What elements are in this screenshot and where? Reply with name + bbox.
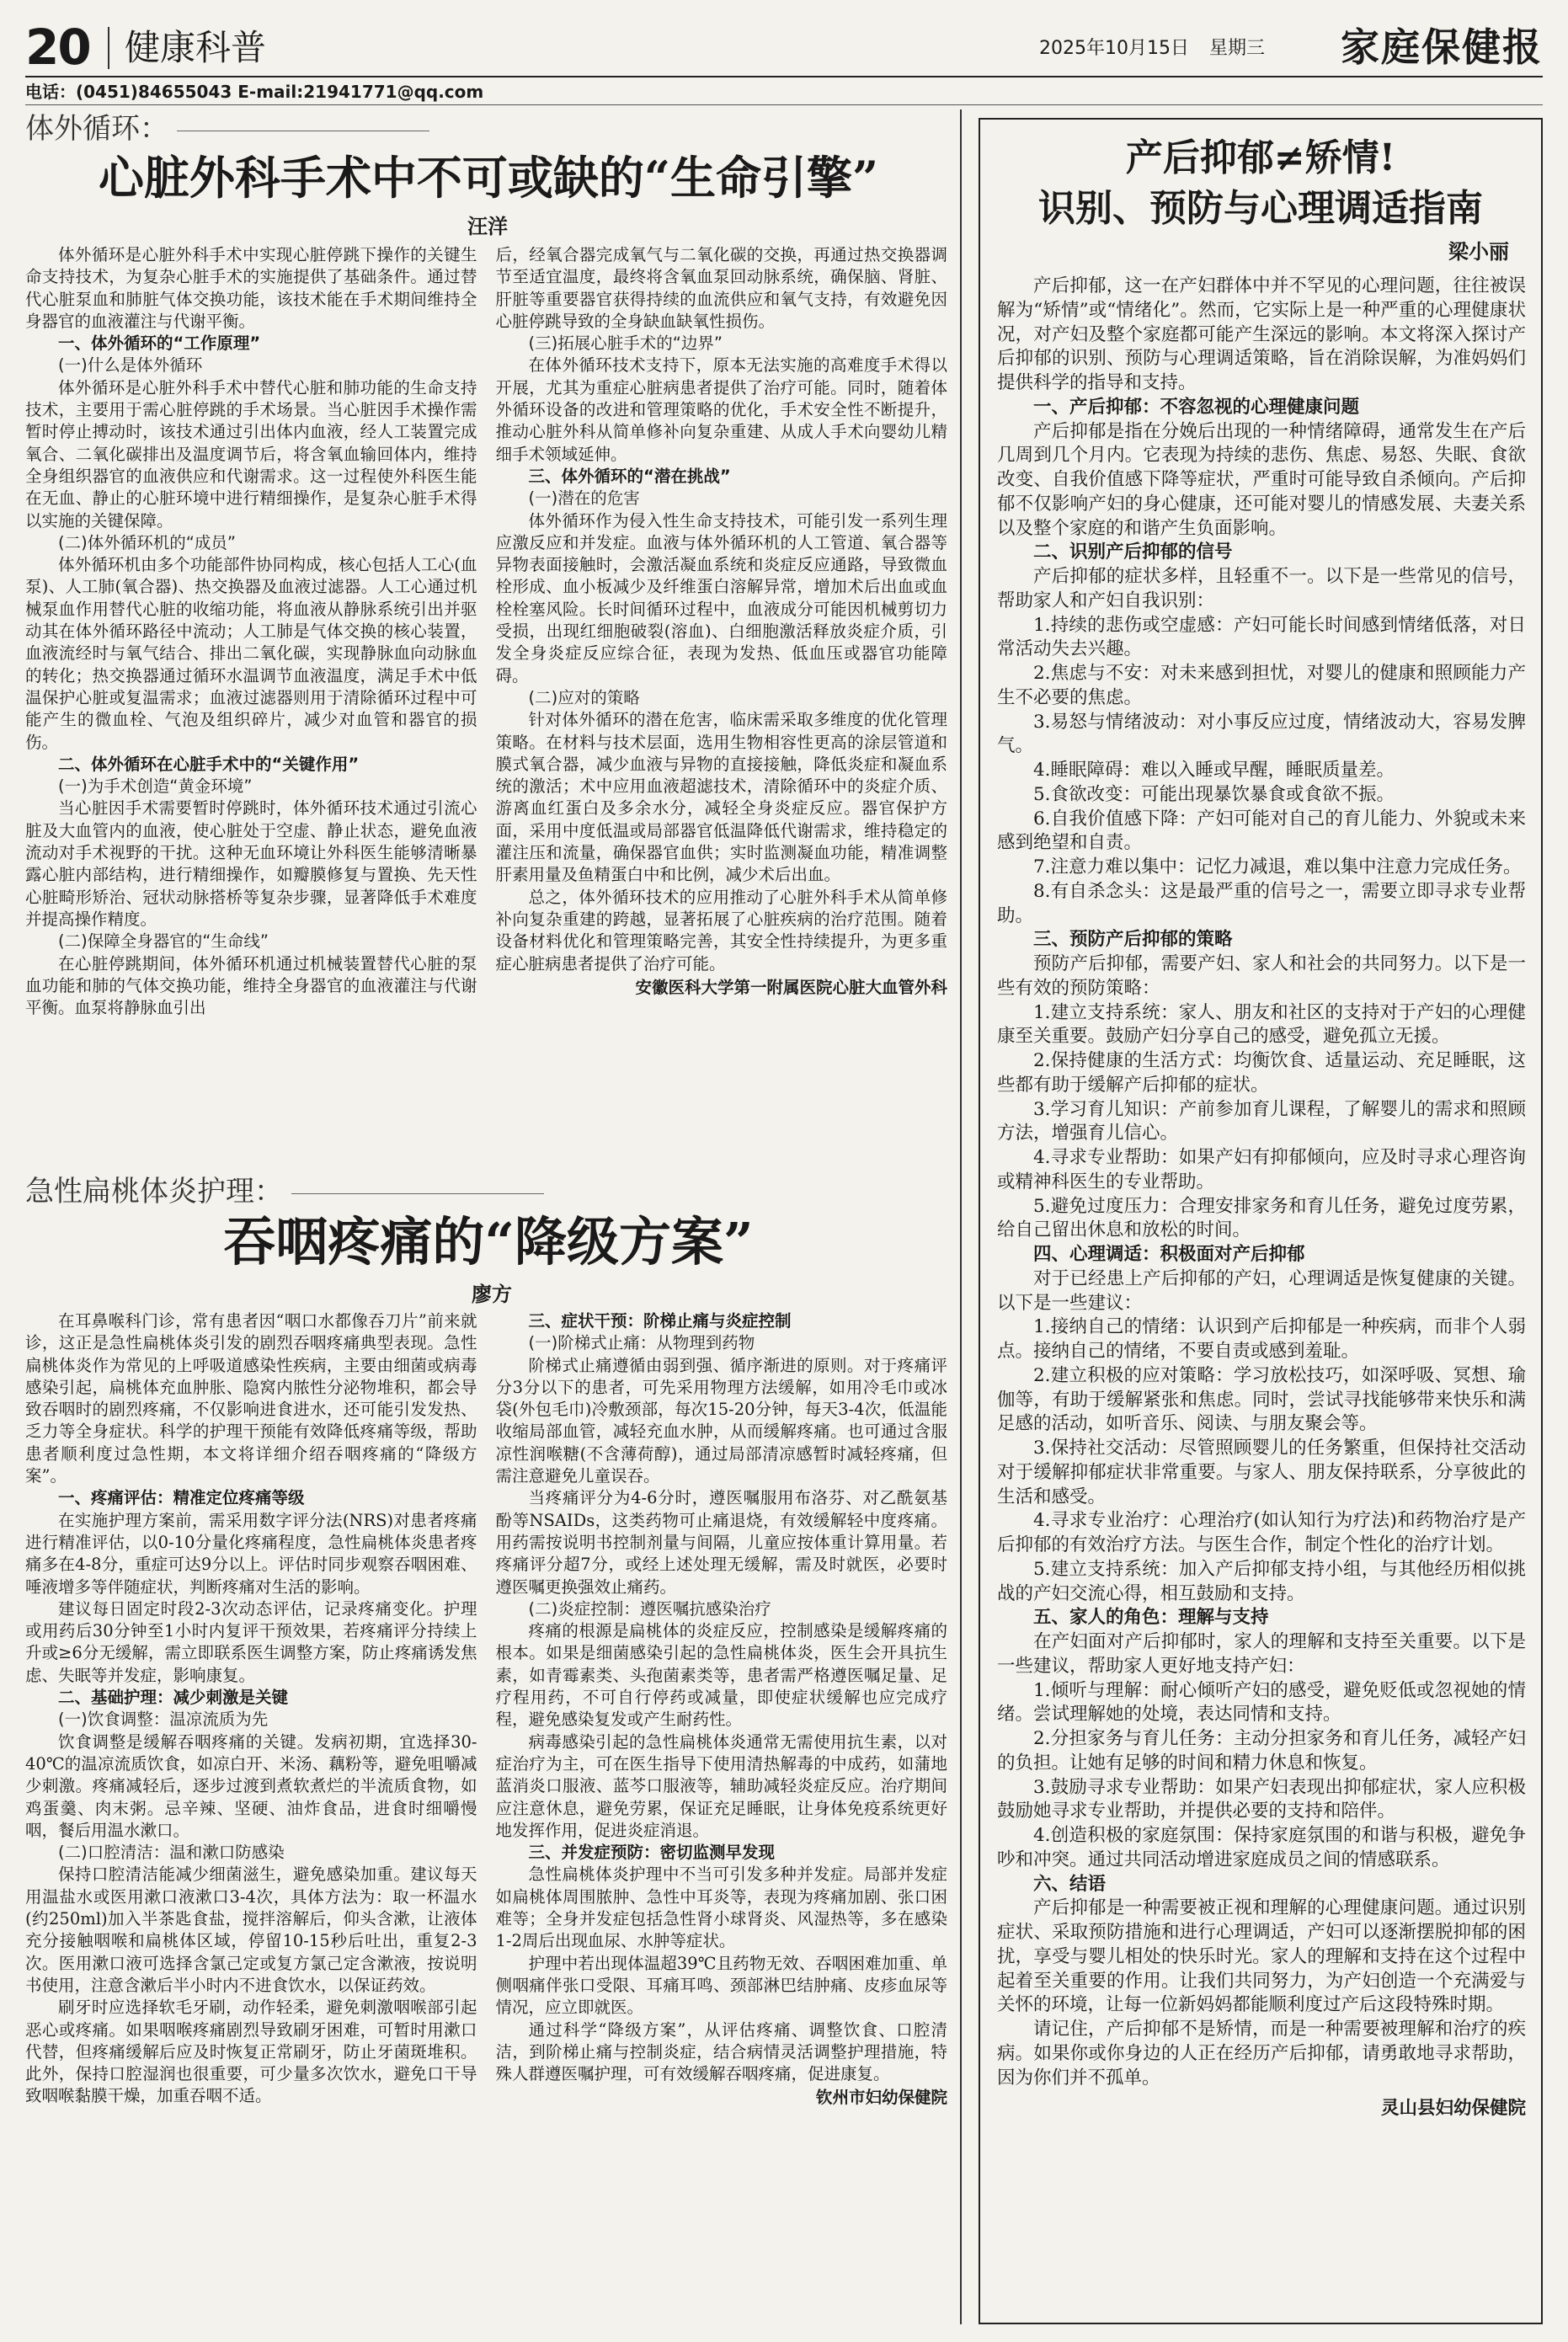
paragraph: 2.保持健康的生活方式：均衡饮食、适量运动、充足睡眠，这些都有助于缓解产后抑郁的症状。 xyxy=(997,1050,1526,1096)
paragraph: 3.易怒与情绪波动：对小事反应过度，情绪波动大，容易发脾气。 xyxy=(997,711,1526,757)
article3-box xyxy=(979,118,1543,2324)
affiliation: 安徽医科大学第一附属医院心脏大血管外科 xyxy=(635,977,947,997)
paragraph: 2.建立积极的应对策略：学习放松技巧，如深呼吸、冥想、瑜伽等，有助于缓解紧张和焦虑。同时，尝试寻找能够带来快乐和满足感的活动，如听音乐、阅读、与朋友聚会等。 xyxy=(997,1364,1526,1435)
paragraph: 体外循环是心脏外科手术中替代心脏和肺功能的生命支持技术，主要用于需心脏停跳的手术场景。当心脏因手术操作需暂时停止搏动时，该技术通过引出体内血液，经人工装置完成氧合、二氧化碳排出及温度调节后，将含氧血输回体内，维持全身组织器官的血液供应和代谢需求。这一过程使外科医生能在无血、静止的心脏环境中进行精细操作，是复杂心脏手术得以实施的关键保障。 xyxy=(25,377,477,531)
article3-author: 梁小丽 xyxy=(1448,240,1509,264)
paragraph: 当疼痛评分为4-6分时，遵医嘱服用布洛芬、对乙酰氨基酚等NSAIDs，这类药物可止痛退烧，有效缓解轻中度疼痛。用药需按说明书控制剂量与间隔，儿童应按体重计算用量。若疼痛评分超7分，或经上述处理无缓解，需及时就医，必要时遵医嘱更换强效止痛药。 xyxy=(495,1488,947,1597)
subsection-heading: (二)体外循环机的“成员” xyxy=(58,532,236,552)
masthead xyxy=(25,19,1543,77)
article1-author: 汪洋 xyxy=(467,215,508,238)
section-heading: 五、家人的角色：理解与支持 xyxy=(1033,1607,1269,1629)
paragraph: 在耳鼻喉科门诊，常有患者因“咽口水都像吞刀片”前来就诊，这正是急性扁桃体炎引发的剧烈吞咽疼痛典型表现。急性扁桃体炎作为常见的上呼吸道感染性疾病，主要由细菌或病毒感染引起，扁桃体充血肿胀、隐窝内脓性分泌物堆积，都会导致吞咽时的剧烈疼痛，不仅影响进食进水，还可能引发发热、乏力等全身症状。科学的护理干预能有效降低疼痛等级，帮助患者顺利度过急性期，本文将详细介绍吞咽疼痛的“降级方案”。 xyxy=(25,1311,477,1486)
paragraph: 1.倾听与理解：耐心倾听产妇的感受，避免贬低或忽视她的情绪。尝试理解她的处境，表达同情和支持。 xyxy=(997,1679,1526,1726)
paragraph: 3.保持社交活动：尽管照顾婴儿的任务繁重，但保持社交活动对于缓解抑郁症状非常重要。与家人、朋友保持联系，分享彼此的生活和感受。 xyxy=(997,1438,1526,1507)
paragraph: 体外循环是心脏外科手术中实现心脏停跳下操作的关键生命支持技术，为复杂心脏手术的实施提供了基础条件。通过替代心脏泵血和肺脏气体交换功能，该技术能在手术期间维持全身器官的血液灌注与代谢平衡。 xyxy=(25,245,477,331)
paragraph: 3.学习育儿知识：产前参加育儿课程，了解婴儿的需求和照顾方法，增强育儿信心。 xyxy=(997,1098,1526,1144)
section-heading: 三、体外循环的“潜在挑战” xyxy=(528,466,731,486)
paragraph: 刷牙时应选择软毛牙刷，动作轻柔，避免刺激咽喉部引起恶心或疼痛。如果咽喉疼痛剧烈导致刷牙困难，可暂时用漱口代替，但疼痛缓解后应及时恢复正常刷牙，防止牙菌斑堆积。此外，保持口腔湿润也很重要，可少量多次饮水，避免口干导致咽喉黏膜干燥，加重吞咽不适。 xyxy=(25,1998,477,2106)
section-heading: 二、基础护理：减少刺激是关键 xyxy=(58,1688,289,1708)
article2-kicker: 急性扁桃体炎护理： xyxy=(25,1174,544,1209)
article2-title: 吞咽疼痛的“降级方案” xyxy=(223,1211,754,1272)
paragraph: 针对体外循环的潜在危害，临床需采取多维度的优化管理策略。在材料与技术层面，选用生物相容性更高的涂层管道和膜式氧合器，减少血液与异物的直接接触，降低炎症和凝血系统的激活；术中应用血液超滤技术，清除循环中的炎症介质、游离血红蛋白及多余水分，减轻全身炎症反应。器官保护方面，采用中度低温或局部器官低温降低代谢需求，维持稳定的灌注压和流量，确保器官血供；实时监测凝血功能，精准调整肝素用量及鱼精蛋白中和比例，减少术后出血。 xyxy=(495,710,947,885)
paragraph: 总之，体外循环技术的应用推动了心脏外科手术从简单修补向复杂重建的跨越，显著拓展了心脏疾病的治疗范围。随着设备材料优化和管理策略完善，其安全性持续提升，为更多重症心脏病患者提供了治疗可能。 xyxy=(495,887,947,974)
page-number: 20 xyxy=(25,19,90,76)
paragraph: 1.建立支持系统：家人、朋友和社区的支持对于产妇的心理健康至关重要。鼓励产妇分享自己的感受，避免孤立无援。 xyxy=(997,1001,1526,1048)
paragraph: 当心脏因手术需要暂时停跳时，体外循环技术通过引流心脏及大血管内的血液，使心脏处于空虚、静止状态，避免血液流动对手术视野的干扰。这种无血环境让外科医生能够清晰暴露心脏内部结构，进行精细操作，如瓣膜修复与置换、先天性心脏畸形矫治、冠状动脉搭桥等复杂步骤，显著降低手术难度并提高操作精度。 xyxy=(25,798,477,929)
paragraph: 保持口腔清洁能减少细菌滋生，避免感染加重。建议每天用温盐水或医用漱口液漱口3-4次，具体方法为：取一杯温水(约250ml)加入半茶匙食盐，搅拌溶解后，仰头含漱，让液体充分接触咽喉和扁桃体区域，停留10-15秒后吐出，重复2-3次。医用漱口液可选择含氯己定或复方氯己定含漱液，按说明书使用，注意含漱后半小时内不进食饮水，以保证药效。 xyxy=(25,1865,477,1995)
article3-title-line2: 识别、预防与心理调适指南 xyxy=(1038,187,1483,230)
paragraph: 产后抑郁，这一在产妇群体中并不罕见的心理问题，往往被误解为“矫情”或“情绪化”。然而，它实际上是一种严重的心理健康状况，对产妇及整个家庭都可能产生深远的影响。本文将深入探讨产后抑郁的识别、预防与心理调适策略，旨在消除误解，为准妈妈们提供科学的指导和支持。 xyxy=(997,275,1526,393)
article1-title: 心脏外科手术中不可或缺的“生命引擎” xyxy=(98,151,879,205)
subsection-heading: (三)拓展心脏手术的“边界” xyxy=(528,333,723,354)
section-heading: 一、产后抑郁：不容忽视的心理健康问题 xyxy=(1033,396,1360,418)
section-heading: 一、疼痛评估：精准定位疼痛等级 xyxy=(58,1488,305,1508)
section-heading: 三、并发症预防：密切监测早发现 xyxy=(528,1843,776,1863)
section-title: 健康科普 xyxy=(125,27,267,68)
subsection-heading: (一)阶梯式止痛：从物理到药物 xyxy=(528,1333,755,1353)
paragraph: 4.创造积极的家庭氛围：保持家庭氛围的和谐与积极，避免争吵和冲突。通过共同活动增进家庭成员之间的情感联系。 xyxy=(997,1825,1526,1870)
paragraph: 疼痛的根源是扁桃体的炎症反应，控制感染是缓解疼痛的根本。如果是细菌感染引起的急性扁桃体炎，医生会开具抗生素，如青霉素类、头孢菌素类等，患者需严格遵医嘱足量、足疗程用药，不可自行停药或减量，即使症状缓解也应完成疗程，避免感染复发或产生耐药性。 xyxy=(495,1621,947,1730)
issue-date: 2025年10月15日 xyxy=(1039,38,1189,59)
paragraph: 建议每日固定时段2-3次动态评估，记录疼痛变化。护理或用药后30分钟至1小时内复评干预效果，若疼痛评分持续上升或≥6分无缓解，需立即联系医生调整方案，防止疼痛诱发焦虑、失眠等并发症，影响康复。 xyxy=(25,1598,477,1685)
article1-column xyxy=(25,244,477,1162)
article3-body xyxy=(997,275,1526,2309)
section-heading: 三、预防产后抑郁的策略 xyxy=(1033,929,1233,951)
section-heading: 四、心理调适：积极面对产后抑郁 xyxy=(1033,1244,1305,1265)
paragraph: 在心脏停跳期间，体外循环机通过机械装置替代心脏的泵血功能和肺的气体交换功能，维持全身器官的血液灌注与代谢平衡。血泵将静脉血引出 xyxy=(25,953,477,1018)
subsection-heading: (二)口腔清洁：温和漱口防感染 xyxy=(58,1843,285,1863)
paragraph: 在体外循环技术支持下，原本无法实施的高难度手术得以开展，尤其为重症心脏病患者提供了治疗可能。同时，随着体外循环设备的改进和管理策略的优化，手术安全性不断提升，推动心脏外科从简单修补向复杂重建、从成人手术向婴幼儿精细手术领域延伸。 xyxy=(495,355,947,464)
article1-body xyxy=(25,244,947,1162)
subsection-heading: (一)潜在的危害 xyxy=(528,488,640,509)
article2-author: 廖方 xyxy=(472,1283,512,1306)
paper-name: 家庭保健报 xyxy=(1341,24,1543,70)
affiliation: 灵山县妇幼保健院 xyxy=(1380,2098,1526,2120)
paragraph: 在实施护理方案前，需采用数字评分法(NRS)对患者疼痛进行精准评估，以0-10分量化疼痛程度，急性扁桃体炎患者疼痛多在4-8分，重症可达9分以上。评估时同步观察吞咽困难、唾液增多等伴随症状，判断疼痛对生活的影响。 xyxy=(25,1510,477,1597)
paragraph: 8.有自杀念头：这是最严重的信号之一，需要立即寻求专业帮助。 xyxy=(997,880,1526,926)
paragraph: 5.食欲改变：可能出现暴饮暴食或食欲不振。 xyxy=(1033,783,1395,805)
paragraph: 急性扁桃体炎护理中不当可引发多种并发症。局部并发症如扁桃体周围脓肿、急性中耳炎等，表现为疼痛加剧、张口困难等；全身并发症包括急性肾小球肾炎、风湿热等，多在感染1-2周后出现血尿、水肿等症状。 xyxy=(495,1865,947,1951)
paragraph: 4.寻求专业帮助：如果产妇有抑郁倾向，应及时寻求心理咨询或精神科医生的专业帮助。 xyxy=(997,1147,1526,1192)
paragraph: 5.建立支持系统：加入产后抑郁支持小组，与其他经历相似挑战的产妇交流心得，相互鼓励和支持。 xyxy=(997,1558,1526,1604)
paragraph: 体外循环作为侵入性生命支持技术，可能引发一系列生理应激反应和并发症。血液与体外循环机的人工管道、氧合器等异物表面接触时，会激活凝血系统和炎症反应通路，导致微血栓形成、血小板减少及纤维蛋白溶解异常，增加术后出血或血栓栓塞风险。长时间循环过程中，血液成分可能因机械剪切力受损，出现红细胞破裂(溶血)、白细胞激活释放炎症介质，引发全身炎症反应综合征，表现为发热、低血压或器官功能障碍。 xyxy=(495,510,947,686)
subsection-heading: (一)为手术创造“黄金环境” xyxy=(58,776,253,797)
masthead-divider xyxy=(108,27,109,69)
paragraph: 对于已经患上产后抑郁的产妇，心理调适是恢复健康的关键。以下是一些建议： xyxy=(997,1267,1526,1314)
paragraph: 体外循环机由多个功能部件协同构成，核心包括人工心(血泵)、人工肺(氧合器)、热交换器及血液过滤器。人工心通过机械泵血作用替代心脏的收缩功能，将血液从静脉系统引出并驱动其在体外循环路径中流动；人工肺是气体交换的核心装置，血液流经时与氧气结合、排出二氧化碳，实现静脉血向动脉血的转化；热交换器通过循环水温调节血液温度，满足手术中低温保护心脏或复温需求；血液过滤器则用于清除循环过程中可能产生的微血栓、气泡及组织碎片，减少对血管和器官的损伤。 xyxy=(25,555,477,752)
paragraph: 7.注意力难以集中：记忆力减退，难以集中注意力完成任务。 xyxy=(1033,856,1522,878)
subsection-heading: (二)炎症控制：遵医嘱抗感染治疗 xyxy=(528,1598,771,1619)
paragraph: 产后抑郁是一种需要被正视和理解的心理健康问题。通过识别症状、采取预防措施和进行心理调适，产妇可以逐渐摆脱抑郁的困扰，享受与婴儿相处的快乐时光。家人的理解和支持在这个过程中起着至关重要的作用。让我们共同努力，为产妇创造一个充满爱与关怀的环境，让每一位新妈妈都能顺利度过产后这段特殊时期。 xyxy=(997,1897,1526,2016)
column-divider xyxy=(960,109,962,2324)
paragraph: 产后抑郁的症状多样，且轻重不一。以下是一些常见的信号，帮助家人和产妇自我识别： xyxy=(997,566,1526,611)
paragraph: 饮食调整是缓解吞咽疼痛的关键。发病初期，宜选择30-40℃的温凉流质饮食，如凉白开、米汤、藕粉等，避免咀嚼减少刺激。疼痛减轻后，逐步过渡到煮软煮烂的半流质食物，如鸡蛋羹、肉末粥。忌辛辣、坚硬、油炸食品，进食时细嚼慢咽，餐后用温水漱口。 xyxy=(25,1731,477,1840)
header-rule xyxy=(25,104,1543,105)
article1-kicker: 体外循环： xyxy=(25,111,429,147)
section-heading: 二、识别产后抑郁的信号 xyxy=(1033,541,1233,563)
issue-weekday: 星期三 xyxy=(1208,38,1265,59)
contact-line: 电话：(0451)84655043 E-mail:21941771@qq.com xyxy=(25,82,484,102)
section-heading: 六、结语 xyxy=(1033,1873,1107,1895)
paragraph: 4.寻求专业治疗：心理治疗(如认知行为疗法)和药物治疗是产后抑郁的有效治疗方法。与医生合作，制定个性化的治疗计划。 xyxy=(997,1510,1526,1555)
paragraph: 产后抑郁是指在分娩后出现的一种情绪障碍，通常发生在产后几周到几个月内。它表现为持续的悲伤、焦虑、易怒、失眠、食欲改变、自我价值感下降等症状，严重时可能导致自杀倾向。产后抑郁不仅影响产妇的身心健康，还可能对婴儿的情感发展、夫妻关系以及整个家庭的和谐产生负面影响。 xyxy=(997,420,1526,539)
paragraph: 后，经氧合器完成氧气与二氧化碳的交换，再通过热交换器调节至适宜温度，最终将含氧血泵回动脉系统，确保脑、肾脏、肝脏等重要器官获得持续的血流供应和氧气支持，有效避免因心脏停跳导致的全身缺血缺氧性损伤。 xyxy=(495,245,947,331)
section-heading: 二、体外循环在心脏手术中的“关键作用” xyxy=(58,754,360,774)
dateline xyxy=(1039,37,1265,61)
paragraph: 2.分担家务与育儿任务：主动分担家务和育儿任务，减轻产妇的负担。让她有足够的时间和精力休息和恢复。 xyxy=(997,1728,1526,1774)
paragraph: 4.睡眠障碍：难以入睡或早醒，睡眠质量差。 xyxy=(1033,760,1395,781)
subsection-heading: (二)应对的策略 xyxy=(528,687,640,707)
article1-column xyxy=(496,244,948,1162)
paragraph: 6.自我价值感下降：产妇可能对自己的育儿能力、外貌或未来感到绝望和自责。 xyxy=(997,808,1526,854)
paragraph: 病毒感染引起的急性扁桃体炎通常无需使用抗生素，以对症治疗为主，可在医生指导下使用清热解毒的中成药，如蒲地蓝消炎口服液、蓝芩口服液等，辅助减轻炎症反应。治疗期间应注意休息，避免劳累，保证充足睡眠，让身体免疫系统更好地发挥作用，促进炎症消退。 xyxy=(495,1731,947,1840)
subsection-heading: (二)保障全身器官的“生命线” xyxy=(58,931,269,952)
paragraph: 在产妇面对产后抑郁时，家人的理解和支持至关重要。以下是一些建议，帮助家人更好地支持产妇： xyxy=(997,1631,1526,1677)
paragraph: 2.焦虑与不安：对未来感到担忧，对婴儿的健康和照顾能力产生不必要的焦虑。 xyxy=(997,663,1526,708)
affiliation: 钦州市妇幼保健院 xyxy=(815,2088,947,2108)
section-heading: 一、体外循环的“工作原理” xyxy=(58,333,261,354)
paragraph: 3.鼓励寻求专业帮助：如果产妇表现出抑郁症状，家人应积极鼓励她寻求专业帮助，并提供必要的支持和陪伴。 xyxy=(997,1776,1526,1822)
paragraph: 请记住，产后抑郁不是矫情，而是一种需要被理解和治疗的疾病。如果你或你身边的人正在经历产后抑郁，请勇敢地寻求帮助，因为你们并不孤单。 xyxy=(997,2019,1526,2089)
paragraph: 护理中若出现体温超39℃且药物无效、吞咽困难加重、单侧咽痛伴张口受限、耳痛耳鸣、颈部淋巴结肿痛、皮疹血尿等情况，应立即就医。 xyxy=(495,1953,947,2018)
article2-column xyxy=(25,1310,477,2325)
subsection-heading: (一)饮食调整：温凉流质为先 xyxy=(58,1710,269,1730)
paragraph: 预防产后抑郁，需要产妇、家人和社会的共同努力。以下是一些有效的预防策略： xyxy=(997,953,1526,999)
subsection-heading: (一)什么是体外循环 xyxy=(58,355,203,376)
article2-body xyxy=(25,1310,947,2325)
paragraph: 1.持续的悲伤或空虚感：产妇可能长时间感到情绪低落，对日常活动失去兴趣。 xyxy=(997,614,1526,660)
article2-column xyxy=(496,1310,948,2325)
paragraph: 1.接纳自己的情绪：认识到产后抑郁是一种疾病，而非个人弱点。接纳自己的情绪，不要自责或感到羞耻。 xyxy=(997,1316,1526,1362)
section-heading: 三、症状干预：阶梯止痛与炎症控制 xyxy=(528,1311,792,1331)
paragraph: 5.避免过度压力：合理安排家务和育儿任务，避免过度劳累，给自己留出休息和放松的时间。 xyxy=(997,1195,1526,1241)
paragraph: 通过科学“降级方案”，从评估疼痛、调整饮食、口腔清洁，到阶梯止痛与控制炎症，结合病情灵活调整护理措施，特殊人群遵医嘱护理，可有效缓解吞咽疼痛，促进康复。 xyxy=(495,2019,947,2084)
paragraph: 阶梯式止痛遵循由弱到强、循序渐进的原则。对于疼痛评分3分以下的患者，可先采用物理方法缓解，如用冷毛巾或冰袋(外包毛巾)冷敷颈部，每次15-20分钟，每天3-4次，低温能收缩局部血管，减轻充血水肿，从而缓解疼痛。也可通过含服凉性润喉糖(不含薄荷醇)，通过局部清凉感暂时减轻疼痛，但需注意避免儿童误吞。 xyxy=(495,1355,947,1486)
article3-title-line1: 产后抑郁≠矫情! xyxy=(1125,136,1396,179)
